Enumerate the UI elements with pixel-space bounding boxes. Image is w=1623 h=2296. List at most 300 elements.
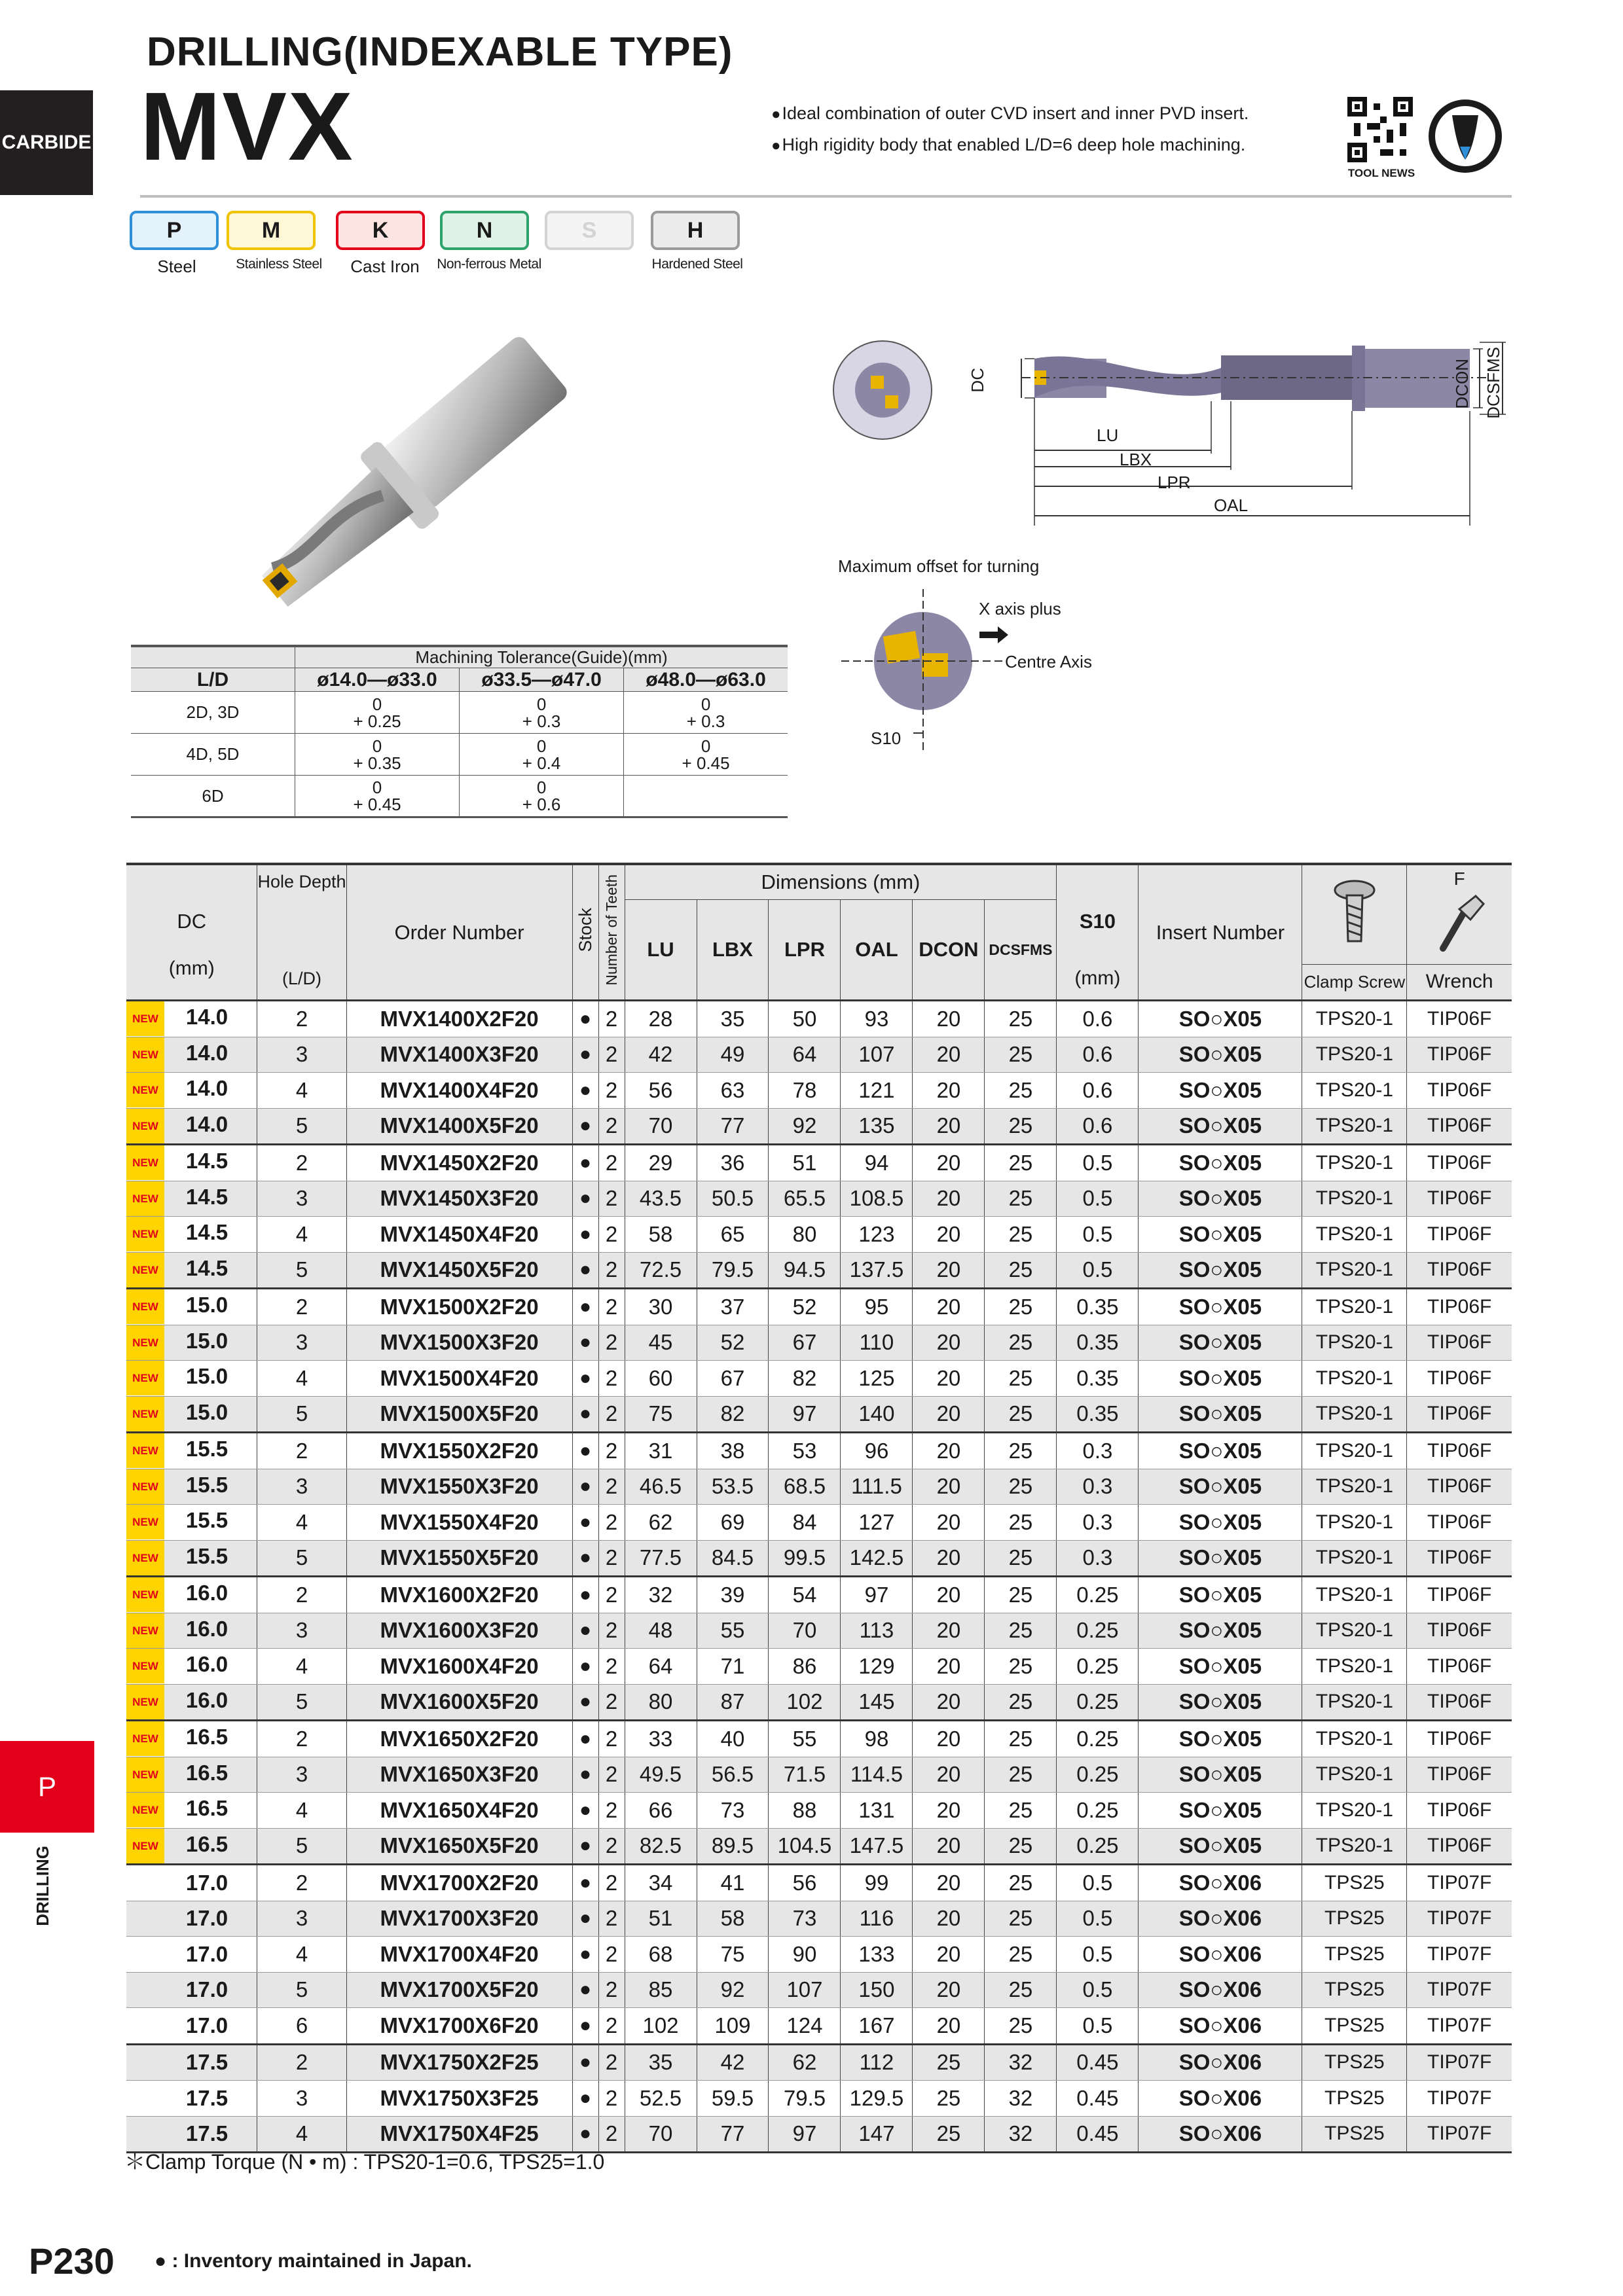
table-row[interactable] <box>126 1217 1512 1253</box>
dcon-cell: 20 <box>913 1828 985 1865</box>
lu-cell: 31 <box>625 1433 697 1469</box>
oal-cell: 133 <box>841 1937 913 1973</box>
lpr-cell: 67 <box>769 1325 841 1361</box>
teeth-cell: 2 <box>598 1361 625 1397</box>
clamp-screw-cell: TPS20-1 <box>1302 1181 1407 1217</box>
dc-value: 14.5 <box>185 1255 228 1280</box>
insert-number-cell: SO○X06 <box>1139 2116 1302 2153</box>
oal-cell: 96 <box>841 1433 913 1469</box>
section-title: DRILLING(INDEXABLE TYPE) <box>147 29 733 75</box>
wrench-cell: TIP06F <box>1407 1037 1512 1073</box>
stock-cell: ● <box>572 1217 598 1253</box>
dcsfms-cell: 25 <box>985 1289 1057 1325</box>
dc-value: 14.5 <box>185 1184 228 1209</box>
insert-number-cell: SO○X06 <box>1139 2044 1302 2081</box>
dim-label-dcon: DCON <box>1452 359 1472 409</box>
qr-code-icon[interactable] <box>1347 97 1413 162</box>
table-row[interactable] <box>126 1757 1512 1793</box>
hole-depth-cell: 2 <box>257 1865 346 1901</box>
s10-cell: 0.3 <box>1057 1540 1139 1577</box>
lbx-cell: 59.5 <box>697 2081 769 2117</box>
teeth-cell: 2 <box>598 1108 625 1145</box>
insert-number-cell: SO○X06 <box>1139 1972 1302 2008</box>
dcon-cell: 20 <box>913 1613 985 1649</box>
tol-upper: 0 <box>536 778 547 797</box>
dcsfms-cell: 32 <box>985 2081 1057 2117</box>
hole-depth-cell: 2 <box>257 1721 346 1757</box>
dcsfms-cell: 25 <box>985 1396 1057 1433</box>
lu-cell: 62 <box>625 1505 697 1541</box>
table-row[interactable] <box>126 1972 1512 2008</box>
dc-value: 15.0 <box>185 1399 228 1424</box>
order-number-cell: MVX1500X5F20 <box>346 1396 572 1433</box>
dcon-cell: 25 <box>913 2044 985 2081</box>
lbx-cell: 38 <box>697 1433 769 1469</box>
wrench-cell: TIP06F <box>1407 1108 1512 1145</box>
table-row[interactable] <box>126 1577 1512 1613</box>
dim-label-dcsfms: DCSFMS <box>1484 347 1503 419</box>
clamp-screw-cell: TPS20-1 <box>1302 1289 1407 1325</box>
wrench-cell: TIP06F <box>1407 1684 1512 1721</box>
wrench-cell: TIP06F <box>1407 1757 1512 1793</box>
dc-cell <box>126 1793 257 1829</box>
hole-depth-cell: 5 <box>257 1540 346 1577</box>
stock-cell: ● <box>572 2008 598 2045</box>
hole-depth-cell: 2 <box>257 1001 346 1037</box>
table-row[interactable] <box>126 1181 1512 1217</box>
teeth-cell: 2 <box>598 2116 625 2153</box>
order-number-cell: MVX1700X5F20 <box>346 1972 572 2008</box>
lpr-cell: 62 <box>769 2044 841 2081</box>
table-row[interactable] <box>126 1540 1512 1577</box>
stock-cell: ● <box>572 1865 598 1901</box>
order-number-cell: MVX1600X5F20 <box>346 1684 572 1721</box>
dc-value: 16.0 <box>185 1687 228 1712</box>
s10-cell: 0.5 <box>1057 1972 1139 2008</box>
insert-number-cell: SO○X05 <box>1139 1649 1302 1685</box>
stock-cell: ● <box>572 1649 598 1685</box>
table-row[interactable] <box>126 1613 1512 1649</box>
order-number-cell: MVX1600X3F20 <box>346 1613 572 1649</box>
new-badge: NEW <box>126 1433 164 1468</box>
wrench-cell: TIP07F <box>1407 2116 1512 2153</box>
dcsfms-cell: 25 <box>985 1540 1057 1577</box>
lbx-cell: 52 <box>697 1325 769 1361</box>
col-header-stock: Stock <box>575 907 595 952</box>
wrench-cell: TIP06F <box>1407 1145 1512 1181</box>
dcsfms-cell: 25 <box>985 1073 1057 1109</box>
oal-cell: 135 <box>841 1108 913 1145</box>
teeth-cell: 2 <box>598 1649 625 1685</box>
clamp-screw-cell: TPS20-1 <box>1302 1361 1407 1397</box>
table-row[interactable] <box>126 1289 1512 1325</box>
lu-cell: 34 <box>625 1865 697 1901</box>
carbide-side-tab[interactable]: CARBIDE <box>0 90 93 195</box>
material-chip-k: K <box>336 211 425 250</box>
table-row[interactable] <box>126 1396 1512 1433</box>
stock-cell: ● <box>572 2044 598 2081</box>
dcsfms-cell: 25 <box>985 1721 1057 1757</box>
oal-cell: 116 <box>841 1901 913 1937</box>
wrench-cell: TIP06F <box>1407 1505 1512 1541</box>
lu-cell: 80 <box>625 1684 697 1721</box>
dcsfms-cell: 25 <box>985 1684 1057 1721</box>
dcon-cell: 20 <box>913 1577 985 1613</box>
wrench-cell: TIP07F <box>1407 1937 1512 1973</box>
new-badge: NEW <box>126 1649 164 1683</box>
table-row[interactable] <box>126 1865 1512 1901</box>
table-row[interactable] <box>126 1361 1512 1397</box>
hole-depth-cell: 5 <box>257 1108 346 1145</box>
dc-cell <box>126 1396 257 1433</box>
hole-depth-cell: 3 <box>257 1325 346 1361</box>
lu-cell: 60 <box>625 1361 697 1397</box>
s10-cell: 0.35 <box>1057 1325 1139 1361</box>
arrow-right-icon <box>979 625 1008 645</box>
lu-cell: 29 <box>625 1145 697 1181</box>
oal-cell: 129.5 <box>841 2081 913 2117</box>
col-header-f: F <box>1453 869 1465 889</box>
tolerance-col-2: ø33.5—ø47.0 <box>460 668 624 692</box>
table-row[interactable] <box>126 1433 1512 1469</box>
dc-cell <box>126 1108 257 1145</box>
teeth-cell: 2 <box>598 1972 625 2008</box>
dc-value: 15.5 <box>185 1472 228 1497</box>
table-row[interactable] <box>126 1721 1512 1757</box>
wrench-cell: TIP07F <box>1407 1901 1512 1937</box>
dc-value: 15.0 <box>185 1328 228 1353</box>
order-number-cell: MVX1750X4F25 <box>346 2116 572 2153</box>
clamp-screw-cell: TPS20-1 <box>1302 1613 1407 1649</box>
teeth-cell: 2 <box>598 2008 625 2045</box>
order-number-cell: MVX1450X2F20 <box>346 1145 572 1181</box>
clamp-screw-cell: TPS20-1 <box>1302 1757 1407 1793</box>
teeth-cell: 2 <box>598 2081 625 2117</box>
dcsfms-cell: 25 <box>985 1793 1057 1829</box>
product-table <box>126 863 1512 2153</box>
stock-cell: ● <box>572 1073 598 1109</box>
lbx-cell: 35 <box>697 1001 769 1037</box>
new-badge: NEW <box>126 1109 164 1143</box>
table-row[interactable] <box>126 2044 1512 2081</box>
table-row[interactable] <box>126 1828 1512 1865</box>
stock-cell: ● <box>572 1540 598 1577</box>
hole-depth-cell: 5 <box>257 1252 346 1289</box>
wrench-cell: TIP06F <box>1407 1721 1512 1757</box>
teeth-cell: 2 <box>598 1793 625 1829</box>
dcon-cell: 20 <box>913 2008 985 2045</box>
wrench-cell: TIP06F <box>1407 1433 1512 1469</box>
teeth-cell: 2 <box>598 1901 625 1937</box>
lbx-cell: 82 <box>697 1396 769 1433</box>
teeth-cell: 2 <box>598 2044 625 2081</box>
stock-cell: ● <box>572 1252 598 1289</box>
dc-value: 14.0 <box>185 1040 228 1065</box>
lbx-cell: 67 <box>697 1361 769 1397</box>
table-row[interactable] <box>126 1037 1512 1073</box>
teeth-cell: 2 <box>598 1001 625 1037</box>
lu-cell: 43.5 <box>625 1181 697 1217</box>
s10-cell: 0.6 <box>1057 1073 1139 1109</box>
wrench-cell: TIP07F <box>1407 2008 1512 2045</box>
col-header-clamp: Clamp Screw <box>1302 964 1407 1001</box>
teeth-cell: 2 <box>598 1469 625 1505</box>
tolerance-ld: 6D <box>131 776 295 817</box>
lpr-cell: 53 <box>769 1433 841 1469</box>
clamp-screw-cell: TPS20-1 <box>1302 1001 1407 1037</box>
dc-cell <box>126 1181 257 1217</box>
material-chip-s: S <box>545 211 634 250</box>
table-row[interactable] <box>126 1252 1512 1289</box>
teeth-cell: 2 <box>598 1252 625 1289</box>
wrench-cell: TIP06F <box>1407 1252 1512 1289</box>
teeth-cell: 2 <box>598 1757 625 1793</box>
dc-value: 15.0 <box>185 1364 228 1389</box>
dc-value: 15.5 <box>185 1543 228 1568</box>
lpr-cell: 99.5 <box>769 1540 841 1577</box>
oal-cell: 111.5 <box>841 1469 913 1505</box>
stock-legend: ● : Inventory maintained in Japan. <box>155 2250 472 2272</box>
dim-label-lbx: LBX <box>1120 450 1152 469</box>
hole-depth-cell: 3 <box>257 1757 346 1793</box>
wrench-cell: TIP06F <box>1407 1793 1512 1829</box>
s10-cell: 0.5 <box>1057 1181 1139 1217</box>
dcon-cell: 20 <box>913 1972 985 2008</box>
clamp-screw-cell: TPS20-1 <box>1302 1469 1407 1505</box>
lbx-cell: 69 <box>697 1505 769 1541</box>
header-rule <box>140 195 1512 198</box>
oal-cell: 108.5 <box>841 1181 913 1217</box>
clamp-screw-cell: TPS20-1 <box>1302 1649 1407 1685</box>
oal-cell: 125 <box>841 1361 913 1397</box>
clamp-screw-cell: TPS25 <box>1302 1865 1407 1901</box>
hole-depth-cell: 5 <box>257 1972 346 2008</box>
dc-cell <box>126 1001 257 1037</box>
lu-cell: 70 <box>625 1108 697 1145</box>
dc-cell <box>126 1325 257 1361</box>
new-badge: NEW <box>126 1829 164 1863</box>
dc-value: 16.0 <box>185 1652 228 1677</box>
table-row[interactable] <box>126 1001 1512 1037</box>
dcsfms-cell: 25 <box>985 2008 1057 2045</box>
insert-number-cell: SO○X06 <box>1139 1865 1302 1901</box>
new-badge: NEW <box>126 1145 164 1180</box>
wrench-cell: TIP06F <box>1407 1828 1512 1865</box>
tol-upper: 0 <box>372 694 382 714</box>
new-badge: NEW <box>126 1001 164 1036</box>
dcsfms-cell: 25 <box>985 1001 1057 1037</box>
lpr-cell: 82 <box>769 1361 841 1397</box>
tol-upper: 0 <box>372 736 382 756</box>
s10-cell: 0.5 <box>1057 2008 1139 2045</box>
table-row[interactable] <box>126 1505 1512 1541</box>
material-label-stainless: Stainless Steel <box>236 257 322 272</box>
clamp-screw-cell: TPS20-1 <box>1302 1325 1407 1361</box>
dcsfms-cell: 25 <box>985 1649 1057 1685</box>
dc-value: 16.5 <box>185 1796 228 1821</box>
dim-label-dc: DC <box>968 368 987 393</box>
stock-cell: ● <box>572 1757 598 1793</box>
teeth-cell: 2 <box>598 1828 625 1865</box>
lpr-cell: 90 <box>769 1937 841 1973</box>
hole-depth-cell: 5 <box>257 1684 346 1721</box>
table-row[interactable] <box>126 1145 1512 1181</box>
table-row[interactable] <box>126 1325 1512 1361</box>
lu-cell: 52.5 <box>625 2081 697 2117</box>
table-row[interactable] <box>126 1073 1512 1109</box>
dc-value: 14.0 <box>185 1005 228 1030</box>
oal-cell: 94 <box>841 1145 913 1181</box>
dc-value: 17.0 <box>185 1870 228 1895</box>
dc-value: 17.0 <box>185 1941 228 1966</box>
s10-cell: 0.45 <box>1057 2116 1139 2153</box>
table-row[interactable] <box>126 1793 1512 1829</box>
dcsfms-cell: 25 <box>985 1865 1057 1901</box>
table-row[interactable] <box>126 1469 1512 1505</box>
dcsfms-cell: 25 <box>985 1937 1057 1973</box>
tolerance-ld-header: L/D <box>131 668 295 692</box>
dc-cell <box>126 1684 257 1721</box>
dc-cell <box>126 1649 257 1685</box>
new-badge: NEW <box>126 1073 164 1107</box>
lbx-cell: 73 <box>697 1793 769 1829</box>
table-row[interactable] <box>126 1901 1512 1937</box>
material-label-nonferrous: Non-ferrous Metal <box>437 257 541 272</box>
oal-cell: 142.5 <box>841 1540 913 1577</box>
stock-cell: ● <box>572 2081 598 2117</box>
wrench-cell: TIP06F <box>1407 1613 1512 1649</box>
order-number-cell: MVX1650X5F20 <box>346 1828 572 1865</box>
material-chip-h: H <box>651 211 740 250</box>
stock-cell: ● <box>572 1325 598 1361</box>
lpr-cell: 80 <box>769 1217 841 1253</box>
stock-cell: ● <box>572 1396 598 1433</box>
wrench-cell: TIP06F <box>1407 1540 1512 1577</box>
insert-number-cell: SO○X05 <box>1139 1540 1302 1577</box>
dc-value: 17.0 <box>185 1977 228 2002</box>
dcsfms-cell: 25 <box>985 1613 1057 1649</box>
oal-cell: 147 <box>841 2116 913 2153</box>
clamp-screw-cell: TPS25 <box>1302 1901 1407 1937</box>
dcsfms-cell: 25 <box>985 1217 1057 1253</box>
brand-logo-icon <box>1426 97 1504 175</box>
clamp-torque-footnote: ＊Clamp Torque (N • m) : TPS20-1=0.6, TPS25=1.0 <box>124 2150 605 2174</box>
lpr-cell: 70 <box>769 1613 841 1649</box>
tolerance-ld: 4D, 5D <box>131 734 295 776</box>
lu-cell: 85 <box>625 1972 697 2008</box>
feature-item: ● Ideal combination of outer CVD insert and inner PVD insert. <box>771 98 1249 130</box>
hole-depth-cell: 3 <box>257 1469 346 1505</box>
dcon-cell: 20 <box>913 1145 985 1181</box>
order-number-cell: MVX1400X2F20 <box>346 1001 572 1037</box>
s10-cell: 0.25 <box>1057 1577 1139 1613</box>
s10-cell: 0.35 <box>1057 1396 1139 1433</box>
stock-cell: ● <box>572 1433 598 1469</box>
table-row[interactable] <box>126 2008 1512 2045</box>
dc-value: 16.0 <box>185 1581 228 1605</box>
insert-number-cell: SO○X05 <box>1139 1757 1302 1793</box>
oal-cell: 123 <box>841 1217 913 1253</box>
dc-cell <box>126 1252 257 1289</box>
order-number-cell: MVX1650X2F20 <box>346 1721 572 1757</box>
table-row[interactable] <box>126 1684 1512 1721</box>
clamp-screw-icon <box>1328 876 1381 948</box>
s10-cell: 0.25 <box>1057 1757 1139 1793</box>
s10-cell: 0.45 <box>1057 2044 1139 2081</box>
stock-cell: ● <box>572 1037 598 1073</box>
hole-depth-cell: 6 <box>257 2008 346 2045</box>
insert-number-cell: SO○X06 <box>1139 1901 1302 1937</box>
feature-list <box>771 98 1249 161</box>
hole-depth-cell: 2 <box>257 1145 346 1181</box>
dc-cell <box>126 1865 257 1901</box>
material-label-steel: Steel <box>157 257 196 276</box>
insert-number-cell: SO○X05 <box>1139 1721 1302 1757</box>
lbx-cell: 77 <box>697 1108 769 1145</box>
table-row[interactable] <box>126 2081 1512 2117</box>
tol-lower: + 0.25 <box>353 711 401 731</box>
lu-cell: 68 <box>625 1937 697 1973</box>
table-row[interactable] <box>126 1937 1512 1973</box>
hole-depth-cell: 4 <box>257 1937 346 1973</box>
dc-cell <box>126 1505 257 1541</box>
lu-cell: 42 <box>625 1037 697 1073</box>
dcon-cell: 20 <box>913 1325 985 1361</box>
lpr-cell: 54 <box>769 1577 841 1613</box>
stock-cell: ● <box>572 1972 598 2008</box>
table-row[interactable] <box>126 1649 1512 1685</box>
hole-depth-cell: 4 <box>257 2116 346 2153</box>
lbx-cell: 36 <box>697 1145 769 1181</box>
s10-cell: 0.25 <box>1057 1721 1139 1757</box>
lu-cell: 77.5 <box>625 1540 697 1577</box>
wrench-cell: TIP06F <box>1407 1181 1512 1217</box>
side-tab-drilling[interactable]: DRILLING <box>33 1846 52 1926</box>
wrench-cell: TIP06F <box>1407 1001 1512 1037</box>
dcon-cell: 20 <box>913 1540 985 1577</box>
tol-empty <box>624 776 788 817</box>
lbx-cell: 50.5 <box>697 1181 769 1217</box>
page-number: P230 <box>29 2240 115 2282</box>
teeth-cell: 2 <box>598 1937 625 1973</box>
dc-cell <box>126 2081 257 2117</box>
order-number-cell: MVX1500X2F20 <box>346 1289 572 1325</box>
clamp-screw-cell: TPS20-1 <box>1302 1433 1407 1469</box>
table-row[interactable] <box>126 1108 1512 1145</box>
side-tab-p[interactable]: P <box>0 1741 94 1833</box>
lbx-cell: 75 <box>697 1937 769 1973</box>
hole-depth-cell: 4 <box>257 1361 346 1397</box>
lu-cell: 51 <box>625 1901 697 1937</box>
dcsfms-cell: 25 <box>985 1433 1057 1469</box>
lbx-cell: 89.5 <box>697 1828 769 1865</box>
dcon-cell: 20 <box>913 1901 985 1937</box>
wrench-cell: TIP07F <box>1407 2044 1512 2081</box>
dcon-cell: 20 <box>913 1217 985 1253</box>
new-badge: NEW <box>126 1721 164 1756</box>
lpr-cell: 52 <box>769 1289 841 1325</box>
s10-cell: 0.45 <box>1057 2081 1139 2117</box>
dcon-cell: 20 <box>913 1396 985 1433</box>
lu-cell: 28 <box>625 1001 697 1037</box>
dim-label-lpr: LPR <box>1158 473 1191 492</box>
dcsfms-cell: 25 <box>985 1325 1057 1361</box>
clamp-screw-cell: TPS20-1 <box>1302 1396 1407 1433</box>
offset-centre-label: Centre Axis <box>1005 652 1092 672</box>
order-number-cell: MVX1400X4F20 <box>346 1073 572 1109</box>
oal-cell: 98 <box>841 1721 913 1757</box>
lu-cell: 33 <box>625 1721 697 1757</box>
